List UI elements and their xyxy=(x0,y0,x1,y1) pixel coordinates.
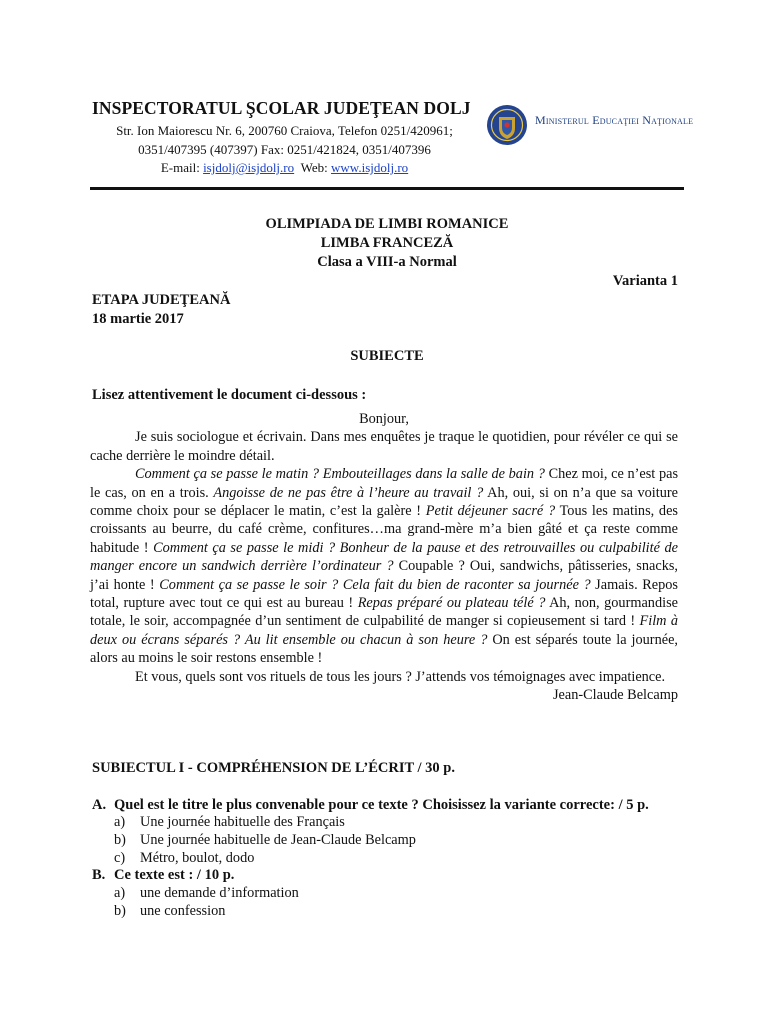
answer-span: Tous les matins, des croissants au beurre, du café crème, confitures…ma grand-mère m’a bien gâté et ça reste comme habitude ! xyxy=(90,503,678,556)
question-b xyxy=(92,867,234,884)
option-text: une confession xyxy=(140,903,226,919)
question-span: Film à deux ou écrans séparés ? Au lit ensemble ou chacun à son heure ? xyxy=(90,613,678,648)
question-span: Comment ça se passe le matin ? Embouteillages dans la salle de bain ? xyxy=(135,466,545,483)
option-text: Une journée habituelle des Français xyxy=(140,814,345,830)
answer-span: Coupable ? Oui, sandwichs, pâtisseries, snacks, j’ai honte ! xyxy=(90,558,678,593)
header-divider xyxy=(90,187,684,190)
question-b-option xyxy=(114,885,299,902)
question-a-text: Quel est le titre le plus convenable pour ce texte ? Choisissez la variante correcte: / 5 p. xyxy=(114,797,649,813)
address-line-2: 0351/407395 (407397) Fax: 0251/421824, 0351/407396 xyxy=(138,142,431,157)
question-b-text: Ce texte est : / 10 p. xyxy=(114,867,235,883)
question-b-option xyxy=(114,903,225,920)
question-span: Comment ça se passe le soir ? Cela fait du bien de raconter sa journée ? xyxy=(159,576,591,593)
answer-span: Ah, oui, si on n’a que sa voiture comme choix pour se déplacer le matin, c’est la galère ! xyxy=(90,484,678,520)
answer-span: On est séparés toute la journée, alors au moins le soir restons ensemble ! xyxy=(90,631,678,667)
subjects-heading: SUBIECTE xyxy=(350,348,424,364)
web-link[interactable]: www.isjdolj.ro xyxy=(331,160,409,175)
option-label: a) xyxy=(114,814,126,830)
question-a-label: A. xyxy=(92,797,107,813)
option-label: c) xyxy=(114,850,126,866)
reading-instruction: Lisez attentivement le document ci-dessous : xyxy=(92,387,367,403)
question-span: Angoisse de ne pas être à l’heure au travail ? xyxy=(213,484,484,501)
question-a-option xyxy=(114,850,254,867)
exam-title-olympiad: OLIMPIADA DE LIMBI ROMANICE xyxy=(265,216,509,232)
ministry-name: Ministerul Educaţiei Naţionale xyxy=(535,113,694,127)
institution-title: INSPECTORATUL ŞCOLAR JUDEŢEAN DOLJ xyxy=(92,98,471,118)
paragraph-2 xyxy=(90,465,678,667)
paragraph-1: Je suis sociologue et écrivain. Dans mes enquêtes je traque le quotidien, pour révéler ce qui se cache derrière le moindre détail. xyxy=(90,429,678,464)
email-label: E-mail: xyxy=(160,160,200,175)
option-label: b) xyxy=(114,903,126,919)
question-a-option xyxy=(114,832,416,849)
web-label: Web: xyxy=(300,160,328,175)
romania-coat-of-arms-icon xyxy=(486,104,528,146)
option-label: b) xyxy=(114,832,126,848)
question-b-label: B. xyxy=(92,867,106,883)
option-text: Métro, boulot, dodo xyxy=(140,850,255,866)
email-link[interactable]: isjdolj@isjdolj.ro xyxy=(203,160,295,175)
exam-stage: ETAPA JUDEŢEANĂ xyxy=(92,292,231,308)
paragraph-3: Et vous, quels sont vos rituels de tous les jours ? J’attends vos témoignages avec impatience. xyxy=(135,668,666,685)
address-line-1: Str. Ion Maiorescu Nr. 6, 200760 Craiova, Telefon 0251/420961; xyxy=(116,123,453,138)
contact-line xyxy=(92,158,477,177)
question-a-option xyxy=(114,814,345,831)
signature: Jean-Claude Belcamp xyxy=(552,687,678,704)
exam-title-language: LIMBA FRANCEZĂ xyxy=(320,235,454,251)
option-text: une demande d’information xyxy=(140,885,299,901)
greeting: Bonjour, xyxy=(359,411,409,427)
exam-variant: Varianta 1 xyxy=(612,273,678,289)
question-span: Repas préparé ou plateau télé ? xyxy=(357,595,546,612)
option-label: a) xyxy=(114,885,126,901)
answer-span: Chez moi, ce n’est pas le cas, on en a trois. xyxy=(90,466,679,501)
answer-span: Ah, non, gourmandise totale, le soir, accompagnée d’un sentiment de culpabilité de manger si copieusement si tard ! xyxy=(90,595,678,630)
question-a xyxy=(92,797,649,814)
exam-class: Clasa a VIII-a Normal xyxy=(317,254,457,270)
question-span: Comment ça se passe le midi ? Bonheur de la pause et des retrouvailles ou culpabilité de manger encore un sandwich derrière l’ordinateur ? xyxy=(90,539,678,575)
exam-date: 18 martie 2017 xyxy=(92,311,184,327)
reading-text xyxy=(90,410,678,705)
question-span: Petit déjeuner sacré ? xyxy=(425,503,556,520)
option-text: Une journée habituelle de Jean-Claude Belcamp xyxy=(140,832,416,848)
section-1-title: SUBIECTUL I - COMPRÉHENSION DE L’ÉCRIT / 30 p. xyxy=(92,760,455,776)
answer-span: Jamais. Repos total, rupture avec tout ce qui est au bureau ! xyxy=(90,576,678,612)
